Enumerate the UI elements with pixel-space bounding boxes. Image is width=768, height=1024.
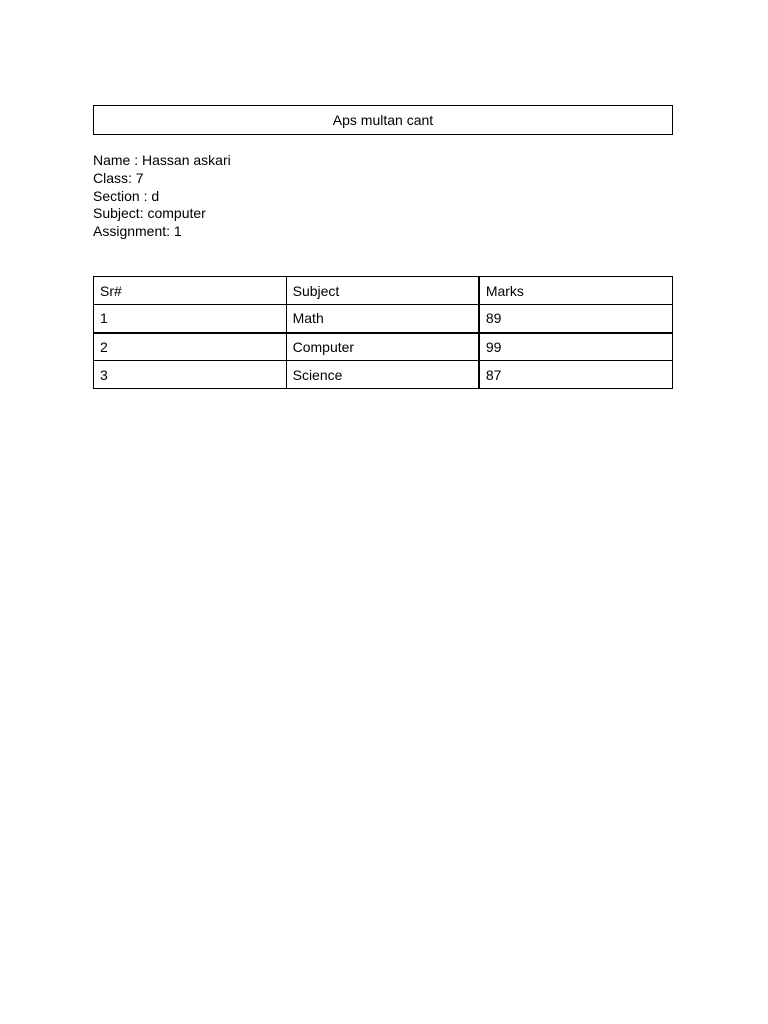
cell-subject: Math xyxy=(286,305,479,333)
cell-marks: 99 xyxy=(479,333,673,361)
cell-sr: 2 xyxy=(94,333,287,361)
cell-subject: Science xyxy=(286,361,479,389)
document-title: Aps multan cant xyxy=(332,112,434,128)
student-subject: Subject: computer xyxy=(93,205,206,222)
table-row xyxy=(94,333,673,361)
cell-subject: Computer xyxy=(286,333,479,361)
cell-marks: 89 xyxy=(479,305,673,333)
student-info-block xyxy=(93,152,231,241)
table-row xyxy=(94,305,673,333)
student-class: Class: 7 xyxy=(93,169,144,186)
document-title-box xyxy=(93,105,673,135)
student-name: Name : Hassan askari xyxy=(93,152,231,168)
cell-marks: 87 xyxy=(479,361,673,389)
table-header-row xyxy=(94,277,673,305)
header-subject: Subject xyxy=(286,277,479,305)
table-row xyxy=(94,361,673,389)
cell-sr: 1 xyxy=(94,305,287,333)
header-sr: Sr# xyxy=(94,277,287,305)
header-marks: Marks xyxy=(479,277,673,305)
cell-sr: 3 xyxy=(94,361,287,389)
student-section: Section : d xyxy=(93,187,160,204)
marks-table xyxy=(93,276,673,389)
assignment-number: Assignment: 1 xyxy=(93,223,182,240)
